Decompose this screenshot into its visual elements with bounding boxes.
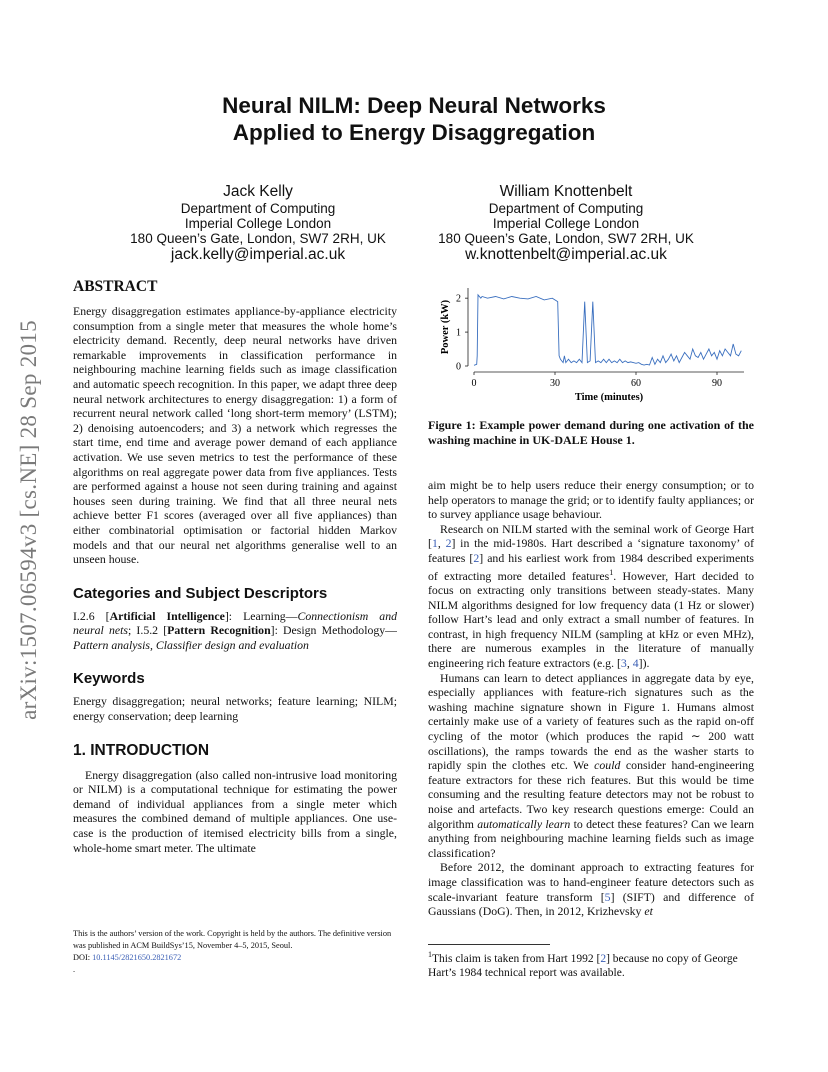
cat-text: ]: Design Methodology— [270, 623, 397, 638]
title-line-1: Neural NILM: Deep Neural Networks [222, 93, 606, 118]
citation-link[interactable]: 2 [473, 550, 480, 565]
author-email[interactable]: jack.kelly@imperial.ac.uk [170, 246, 346, 263]
text-run: , [437, 536, 446, 551]
introduction-heading: 1. INTRODUCTION [73, 741, 210, 759]
author-email[interactable]: w.knottenbelt@imperial.ac.uk [465, 246, 667, 263]
text-run: ]). [638, 656, 650, 671]
emphasis: could [594, 758, 621, 773]
text-run: , [626, 656, 633, 671]
abstract-section [73, 278, 397, 567]
para-4 [428, 860, 754, 918]
keywords-heading: Keywords [73, 670, 145, 688]
para-2 [428, 522, 754, 671]
text-run: ] in the mid-1980s. Hart described a ‘signature taxonomy’ of features [ [428, 536, 754, 565]
text-run: Before 2012, the dominant approach to extracting features for image classification was to hand-engineer feature detectors such as scale-invariant feature transform [ [428, 860, 754, 904]
x-tick-label: 90 [712, 378, 722, 389]
chart-axes [465, 288, 744, 375]
categories-heading: Categories and Subject Descriptors [73, 584, 328, 602]
series-line-0 [474, 295, 741, 366]
doi-label: DOI: [73, 953, 93, 962]
footnote-rule [428, 944, 550, 945]
left-column [73, 278, 397, 855]
citation-link[interactable]: 2 [600, 952, 607, 965]
copyright-text: This is the authors’ version of the work. Copyright is held by the authors. The definitive version was published in ACM BuildSys’15, November 4–5, 2015, Seoul. [73, 929, 392, 950]
author-inst: Imperial College London [184, 216, 332, 231]
author-block-1 [88, 183, 428, 263]
text-run: . However, Hart decided to focus on extracting only transitions between steady-states. Many NILM algorithms designed for low frequency data (1 Hz or slower) follow Hart’s lead and only extract a small number of features. In contrast, in high frequency NILM (sampling at kHz or even MHz), there are numerous examples in the literature of manually engineering rich feature extractors (e.g. [ [428, 568, 755, 671]
text-run: consider hand-engineering feature extractors for these rich features. But this would be time consuming and the resulting feature detectors may not be robust to noise and artefacts. Two key research questions emerge: Could an algorithm [428, 758, 754, 831]
citation-link[interactable]: 1 [431, 536, 438, 551]
footnote-text: This claim is taken from Hart 1992 [ [432, 952, 601, 965]
cat-bold: Pattern Recognition [167, 623, 271, 638]
citation-link[interactable]: 5 [604, 889, 611, 904]
citation-link[interactable]: 2 [445, 536, 452, 551]
figure-caption: Figure 1: Example power demand during one activation of the washing machine in UK-DALE House 1. [428, 418, 754, 447]
author-inst: Imperial College London [492, 216, 640, 231]
introduction-section [73, 742, 397, 856]
footnote-marker: 1 [609, 567, 614, 577]
author-address: 180 Queen’s Gate, London, SW7 2RH, UK [438, 231, 694, 246]
author-name: Jack Kelly [223, 183, 293, 200]
para-3 [428, 671, 754, 861]
abstract-heading: ABSTRACT [73, 278, 158, 295]
y-tick-label: 0 [456, 361, 461, 373]
title-line-2: Applied to Energy Disaggregation [232, 120, 596, 145]
author-dept: Department of Computing [488, 201, 644, 216]
x-tick-label: 30 [550, 378, 560, 389]
cat-italic: Pattern analysis, Classifier design and evaluation [73, 637, 309, 652]
footnote-text: ] because no copy of George Hart’s 1984 technical report was available. [428, 952, 738, 979]
footnote-1 [428, 944, 754, 980]
cat-italic: Connectionism and neural nets [73, 608, 398, 638]
introduction-text: Energy disaggregation (also called non-intrusive load monitoring or NILM) is a computational technique for estimating the power demand of individual appliances from a single meter which measures the combined demand of multiple appliances. One use-case is the production of itemised electricity bills from a single, whole-home smart meter. The ultimate [73, 767, 397, 855]
arxiv-stamp-text: arXiv:1507.06594v3 [cs.NE] 28 Sep 2015 [16, 320, 41, 720]
text-run: ] and his earliest work from 1984 described experiments of extracting more detailed features [428, 550, 754, 583]
x-axis-label: Time (minutes) [574, 392, 644, 403]
chart-labels [440, 294, 722, 403]
keywords-text: Energy disaggregation; neural networks; feature learning; NILM; energy conservation; deep learning [73, 694, 397, 724]
text-run: ] (SIFT) and difference of Gaussians (DoG). Then, in 2012, Krizhevsky [428, 889, 754, 919]
citation-link[interactable]: 4 [632, 656, 639, 671]
cat-text: ]: Learning— [224, 608, 298, 623]
author-block-2 [396, 183, 736, 263]
x-tick-label: 60 [631, 378, 641, 389]
footnote-dot: . [73, 965, 76, 974]
y-tick-label: 1 [456, 327, 461, 339]
y-axis-label: Power (kW) [440, 299, 451, 355]
copyright-footnote [73, 928, 397, 976]
text-run: Humans can learn to detect appliances in aggregate data by eye, especially appliances with feature-rich signatures such as the washing machine signature shown in Figure 1. Humans almost certainly make use of a variety of features such as the rapid on-off cycling of the motor (which produces the rapid ∼ 200 watt oscillations), the ramps towards the end as the washer starts to rapidly spin the clothes etc. We [428, 670, 754, 773]
categories-text [73, 609, 397, 653]
author-address: 180 Queen’s Gate, London, SW7 2RH, UK [130, 231, 386, 246]
emphasis: et [644, 904, 653, 919]
chart-series [474, 295, 741, 366]
abstract-text: Energy disaggregation estimates appliance-by-appliance electricity consumption from a single meter that measures the whole home’s electricity demand. Recently, deep neural networks have driven remarkable improvements in classification performance in neighbouring machine learning fields such as image classification and automatic speech recognition. In this paper, we adapt three deep neural network architectures to energy disaggregation: 1) a form of recurrent neural network called ‘long short-term memory’ (LSTM); 2) denoising autoencoders; and 3) a network which regresses the start time, end time and average power demand of each appliance activation. We use seven metrics to test the performance of these algorithms on real aggregate power data from five appliances. Tests are performed against a house not seen during training and against houses seen during training. We find that all three neural nets achieve better F1 scores (averaged over all five appliances) than either combinatorial optimisation or factorial hidden Markov models and that our neural net algorithms generalise well to an unseen house. [73, 304, 397, 567]
paper-title [74, 92, 754, 146]
text-run: to detect these features? Can we learn anything from neighbouring machine learning fields such as image classification? [428, 816, 754, 860]
cat-bold: Artificial Intelligence [109, 608, 225, 623]
citation-link[interactable]: 3 [620, 656, 627, 671]
categories-section [73, 585, 397, 653]
arxiv-stamp [14, 290, 44, 750]
x-tick-label: 0 [471, 378, 477, 389]
power-chart [428, 280, 758, 410]
author-dept: Department of Computing [180, 201, 336, 216]
author-name: William Knottenbelt [499, 183, 633, 200]
doi-link[interactable]: 10.1145/2821650.2821672 [92, 953, 182, 962]
y-tick-label: 2 [456, 293, 461, 305]
cat-text: I.2.6 [ [73, 608, 110, 623]
figure-1 [428, 280, 758, 410]
footnote-mark: 1 [428, 950, 432, 959]
keywords-section [73, 670, 397, 723]
text-run: Research on NILM started with the seminal work of George Hart [ [428, 521, 754, 551]
right-column [428, 478, 754, 919]
emphasis: automatically learn [477, 816, 571, 831]
para-1: aim might be to help users reduce their energy consumption; or to help operators to manage the grid; or to identify faulty appliances; or to survey appliance usage behaviour. [428, 478, 754, 522]
cat-text: ; I.5.2 [ [127, 623, 168, 638]
